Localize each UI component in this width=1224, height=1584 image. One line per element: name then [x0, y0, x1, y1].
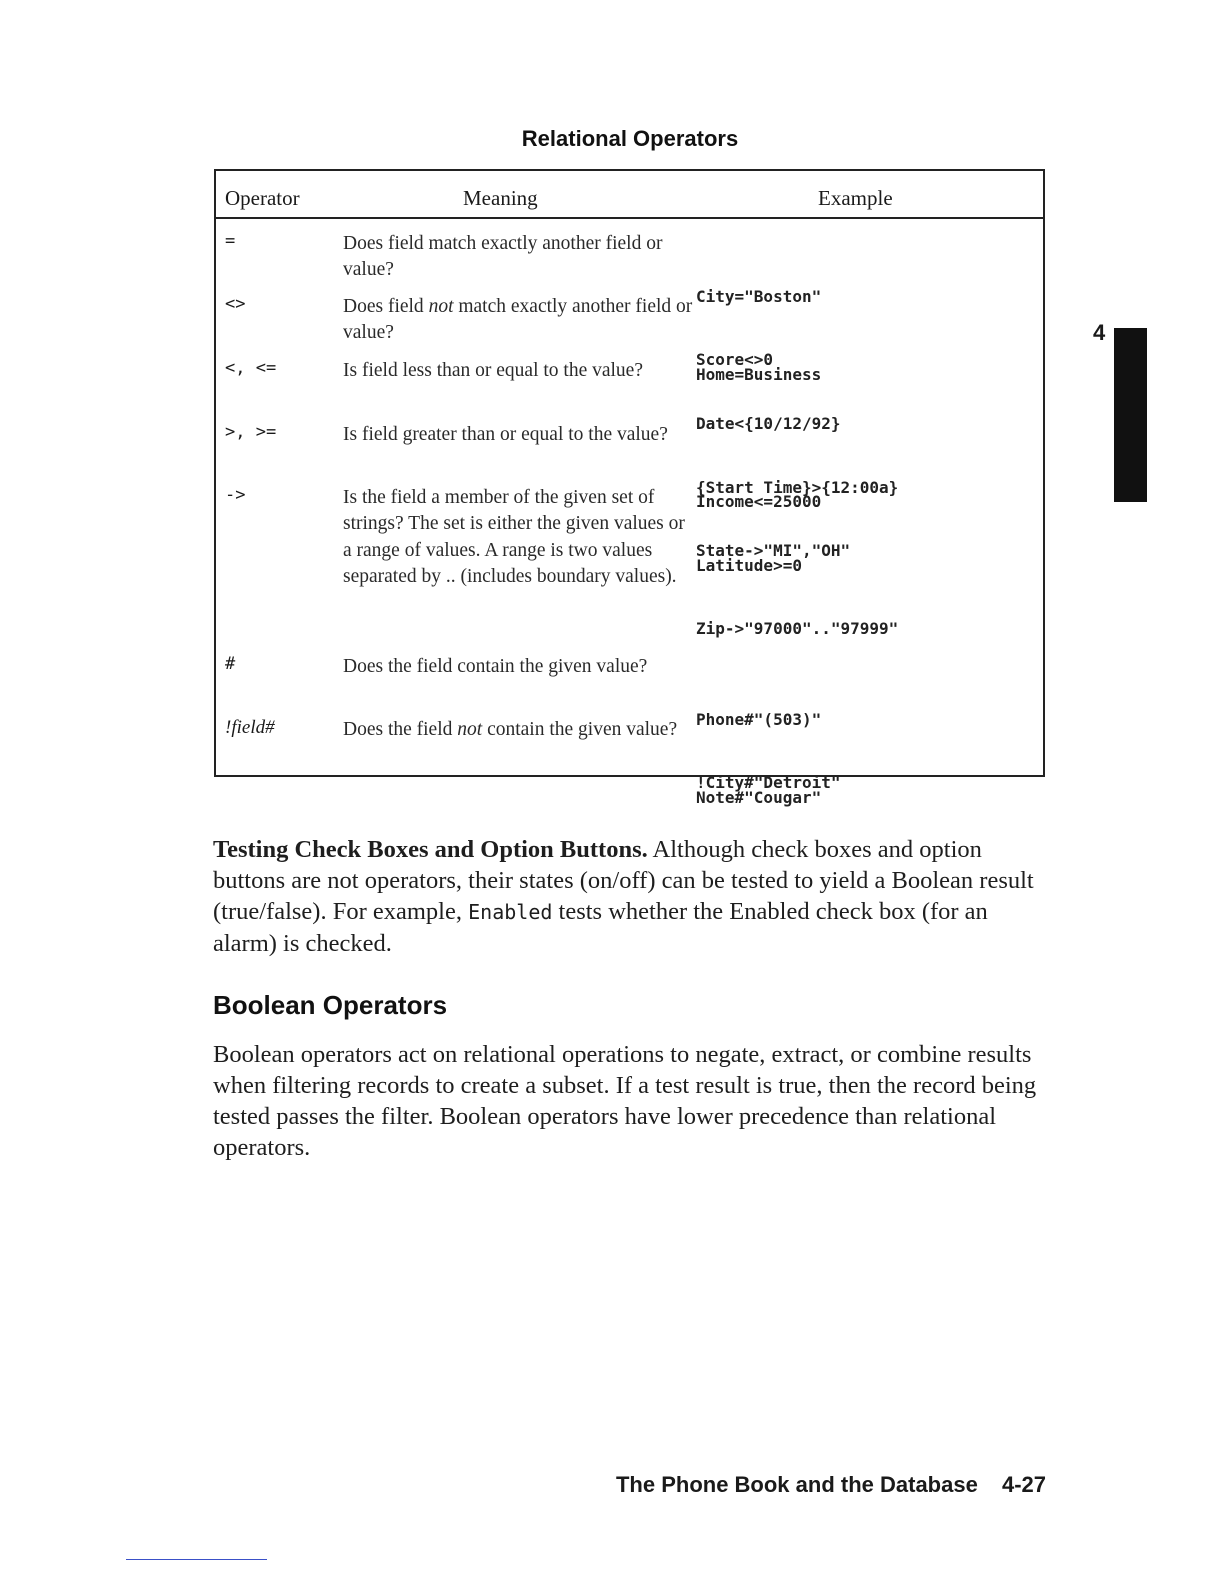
header-operator: Operator — [225, 186, 300, 210]
meaning-cell: Is field less than or equal to the value? — [343, 360, 643, 381]
example-line: State->"MI","OH" — [696, 540, 851, 560]
example-line: !City#"Detroit" — [696, 772, 841, 792]
relational-operators-table — [214, 169, 1045, 808]
operator-cell: -> — [225, 485, 246, 505]
operator-cell: <> — [225, 294, 246, 314]
testing-text-before: Although check boxes and option buttons are not operators, their states (on/off) can be tested to yield a Boolean result (true/false). For example, — [213, 836, 1034, 925]
footer-title: The Phone Book and the Database — [615, 1472, 978, 1497]
table-header-row — [216, 171, 1043, 219]
testing-heading: Testing Check Boxes and Option Buttons. — [213, 836, 648, 863]
operator-cell: >, >= — [225, 422, 277, 442]
example-line: Income<=25000 — [696, 492, 822, 512]
enabled-code: Enabled — [468, 900, 553, 924]
operator-cell: = — [225, 231, 236, 251]
operator-cell: !field# — [225, 717, 275, 738]
meaning-cell: Does the field contain the given value? — [343, 656, 648, 677]
example-line: Latitude>=0 — [696, 556, 802, 576]
meaning-cell: Does field match exactly another field or value? — [343, 233, 663, 281]
page-footer — [616, 1472, 1046, 1498]
header-meaning: Meaning — [463, 186, 538, 210]
boolean-paragraph: Boolean operators act on relational operations to negate, extract, or combine results when filtering records to create a subset. If a test result is true, then the record being tested passes the filter. Boolean operators have lower precedence than relational operators. — [213, 1041, 1037, 1161]
example-line: Zip->"97000".."97999" — [696, 619, 899, 639]
example-line: Home=Business — [696, 365, 822, 385]
operator-cell: # — [225, 654, 236, 674]
example-line: City="Boston" — [696, 286, 822, 306]
header-example: Example — [818, 186, 893, 210]
meaning-cell: Is the field a member of the given set of strings? The set is either the given values or a range of values. A range is two values separated by .. (includes boundary values). — [343, 487, 685, 587]
page-number: 4-27 — [1001, 1472, 1046, 1497]
example-line: {Start Time}>{12:00a} — [696, 477, 899, 497]
chapter-number: 4 — [1093, 320, 1106, 345]
operator-cell: <, <= — [225, 358, 277, 378]
testing-text-after: tests whether the Enabled check box (for an alarm) is checked. — [213, 898, 988, 957]
example-line: Score<>0 — [696, 349, 774, 369]
chapter-tab-marker — [1114, 328, 1147, 502]
testing-paragraph — [213, 834, 1043, 959]
meaning-cell: Is field greater than or equal to the value? — [343, 424, 668, 445]
table-caption: Relational Operators — [521, 126, 739, 151]
example-line: Note#"Cougar" — [696, 788, 822, 808]
example-line: Date<{10/12/92} — [696, 413, 841, 433]
example-cell — [696, 717, 841, 848]
meaning-cell: Does the field not contain the given value? — [343, 719, 678, 740]
example-line: Phone#"(503)" — [696, 709, 822, 729]
footnote-rule — [126, 1559, 267, 1560]
boolean-operators-heading: Boolean Operators — [213, 990, 448, 1020]
meaning-cell: Does field not match exactly another field or value? — [343, 296, 693, 344]
